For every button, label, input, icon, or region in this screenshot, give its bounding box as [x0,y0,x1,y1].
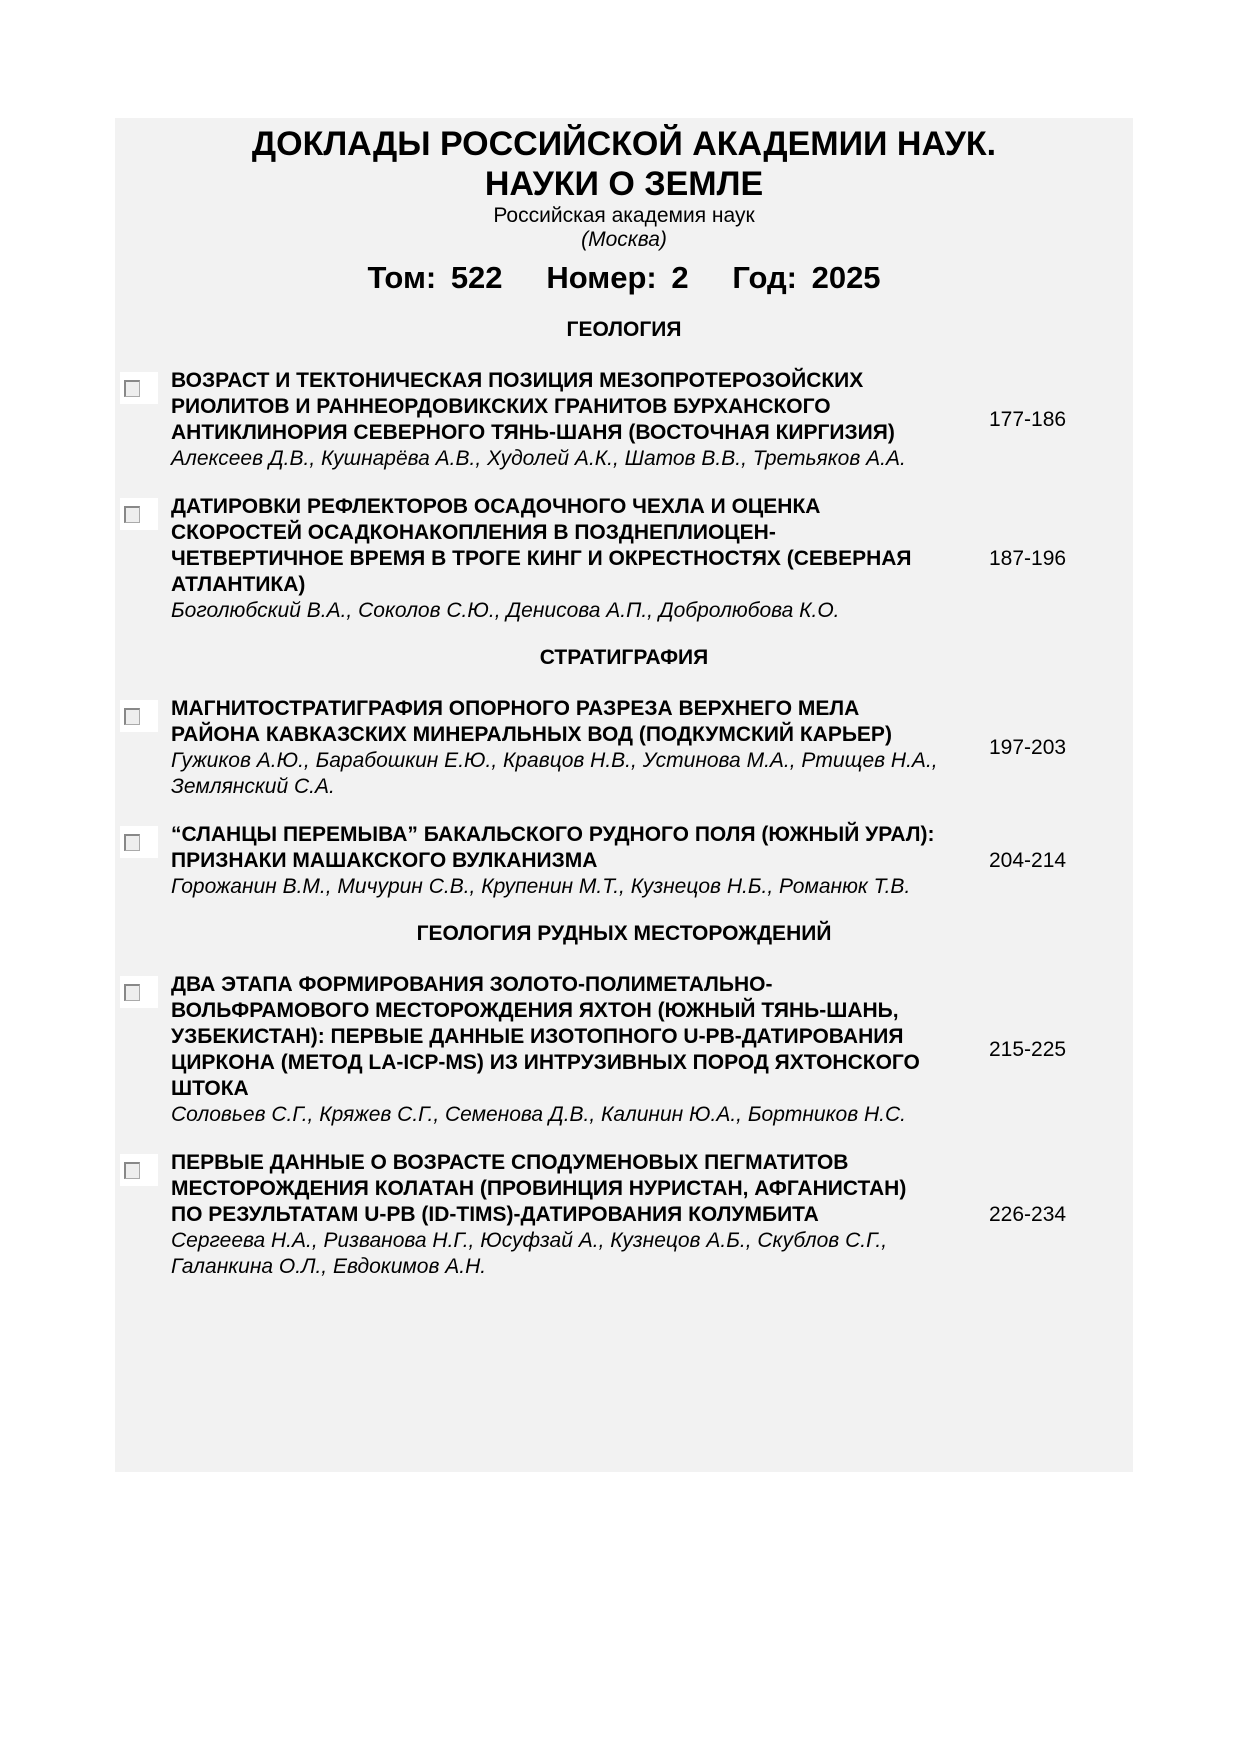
article-entry [115,494,1133,624]
article-entry [115,696,1133,800]
article-title-link[interactable]: ВОЗРАСТ И ТЕКТОНИЧЕСКАЯ ПОЗИЦИЯ МЕЗОПРОТЕРОЗОЙСКИХ РИОЛИТОВ И РАННЕОРДОВИКСКИХ ГРАНИТОВ БУРХАНСКОГО АНТИКЛИНОРИЯ СЕВЕРНОГО ТЯНЬ-ШАНЯ (ВОСТОЧНАЯ КИРГИЗИЯ) [171,369,895,444]
select-checkbox[interactable] [120,700,158,732]
journal-title: ДОКЛАДЫ РОССИЙСКОЙ АКАДЕМИИ НАУК. [251,125,997,163]
checkbox-icon [124,834,140,851]
checkbox-icon [124,380,140,397]
checkbox-icon [124,1162,140,1179]
section-heading: ГЕОЛОГИЯ [566,318,682,341]
select-checkbox[interactable] [120,1154,158,1186]
article-authors: Алексеев Д.В., Кушнарёва А.В., Худолей А.К., Шатов В.В., Третьяков А.А. [171,447,906,470]
article-text [171,1150,941,1280]
article-entry [115,368,1133,472]
article-pages: 215-225 [989,1038,1067,1061]
article-authors: Горожанин В.М., Мичурин С.В., Крупенин М.Т., Кузнецов Н.Б., Романюк Т.В. [171,875,911,898]
article-title-link[interactable]: ДАТИРОВКИ РЕФЛЕКТОРОВ ОСАДОЧНОГО ЧЕХЛА И ОЦЕНКА СКОРОСТЕЙ ОСАДКОНАКОПЛЕНИЯ В ПОЗДНЕПЛИОЦЕН-ЧЕТВЕРТИЧНОЕ ВРЕМЯ В ТРОГЕ КИНГ И ОКРЕСТНОСТЯХ (СЕВЕРНАЯ АТЛАНТИКА) [171,495,912,596]
article-pages: 197-203 [989,736,1067,759]
article-text [171,822,941,900]
city: (Москва) [581,228,667,251]
article-text [171,368,941,472]
article-pages: 177-186 [989,408,1067,431]
article-entry [115,972,1133,1128]
article-pages: 187-196 [989,547,1067,570]
sections-list [115,318,1133,1280]
select-checkbox[interactable] [120,498,158,530]
checkbox-icon [124,708,140,725]
article-text [171,972,941,1128]
article-authors: Сергеева Н.А., Ризванова Н.Г., Юсуфзай А., Кузнецов А.Б., Скублов С.Г., Галанкина О.Л., Евдокимов А.Н. [171,1229,888,1278]
article-title-link[interactable]: ПЕРВЫЕ ДАННЫЕ О ВОЗРАСТЕ СПОДУМЕНОВЫХ ПЕГМАТИТОВ МЕСТОРОЖДЕНИЯ КОЛАТАН (ПРОВИНЦИЯ НУРИСТАН, АФГАНИСТАН) ПО РЕЗУЛЬТАТАМ U-PB (ID-TIMS)-ДАТИРОВАНИЯ КОЛУМБИТА [171,1151,907,1226]
article-title-link[interactable]: МАГНИТОСТРАТИГРАФИЯ ОПОРНОГО РАЗРЕЗА ВЕРХНЕГО МЕЛА РАЙОНА КАВКАЗСКИХ МИНЕРАЛЬНЫХ ВОД (ПОДКУМСКИЙ КАРЬЕР) [171,697,892,746]
article-authors: Соловьев С.Г., Кряжев С.Г., Семенова Д.В., Калинин Ю.А., Бортников Н.С. [171,1103,906,1126]
article-entry [115,1150,1133,1280]
select-checkbox[interactable] [120,372,158,404]
publisher: Российская академия наук [493,204,755,227]
journal-header [115,124,1133,298]
table-of-contents [115,118,1133,1472]
checkbox-icon [124,506,140,523]
article-pages: 226-234 [989,1203,1067,1226]
article-title-link[interactable]: ДВА ЭТАПА ФОРМИРОВАНИЯ ЗОЛОТО-ПОЛИМЕТАЛЬНО-ВОЛЬФРАМОВОГО МЕСТОРОЖДЕНИЯ ЯХТОН (ЮЖНЫЙ ТЯНЬ-ШАНЬ, УЗБЕКИСТАН): ПЕРВЫЕ ДАННЫЕ ИЗОТОПНОГО U-PB-ДАТИРОВАНИЯ ЦИРКОНА (МЕТОД LA-ICP-MS) ИЗ ИНТРУЗИВНЫХ ПОРОД ЯХТОНСКОГО ШТОКА [171,973,920,1100]
select-checkbox[interactable] [120,976,158,1008]
checkbox-icon [124,984,140,1001]
section-heading: ГЕОЛОГИЯ РУДНЫХ МЕСТОРОЖДЕНИЙ [416,922,832,945]
article-pages: 204-214 [989,849,1067,872]
article-text [171,494,941,624]
article-authors: Боголюбский В.А., Соколов С.Ю., Денисова А.П., Добролюбова К.О. [171,599,840,622]
issue-info: Том: 522 Номер: 2 Год: 2025 [367,260,881,295]
article-title-link[interactable]: “СЛАНЦЫ ПЕРЕМЫВА” БАКАЛЬСКОГО РУДНОГО ПОЛЯ (ЮЖНЫЙ УРАЛ): ПРИЗНАКИ МАШАКСКОГО ВУЛКАНИЗМА [171,823,935,872]
journal-subtitle: НАУКИ О ЗЕМЛЕ [484,165,764,203]
article-entry [115,822,1133,900]
article-text [171,696,941,800]
select-checkbox[interactable] [120,826,158,858]
section-heading: СТРАТИГРАФИЯ [539,646,709,669]
article-authors: Гужиков А.Ю., Барабошкин Е.Ю., Кравцов Н.В., Устинова М.А., Ртищев Н.А., Землянский С.А. [171,749,938,798]
